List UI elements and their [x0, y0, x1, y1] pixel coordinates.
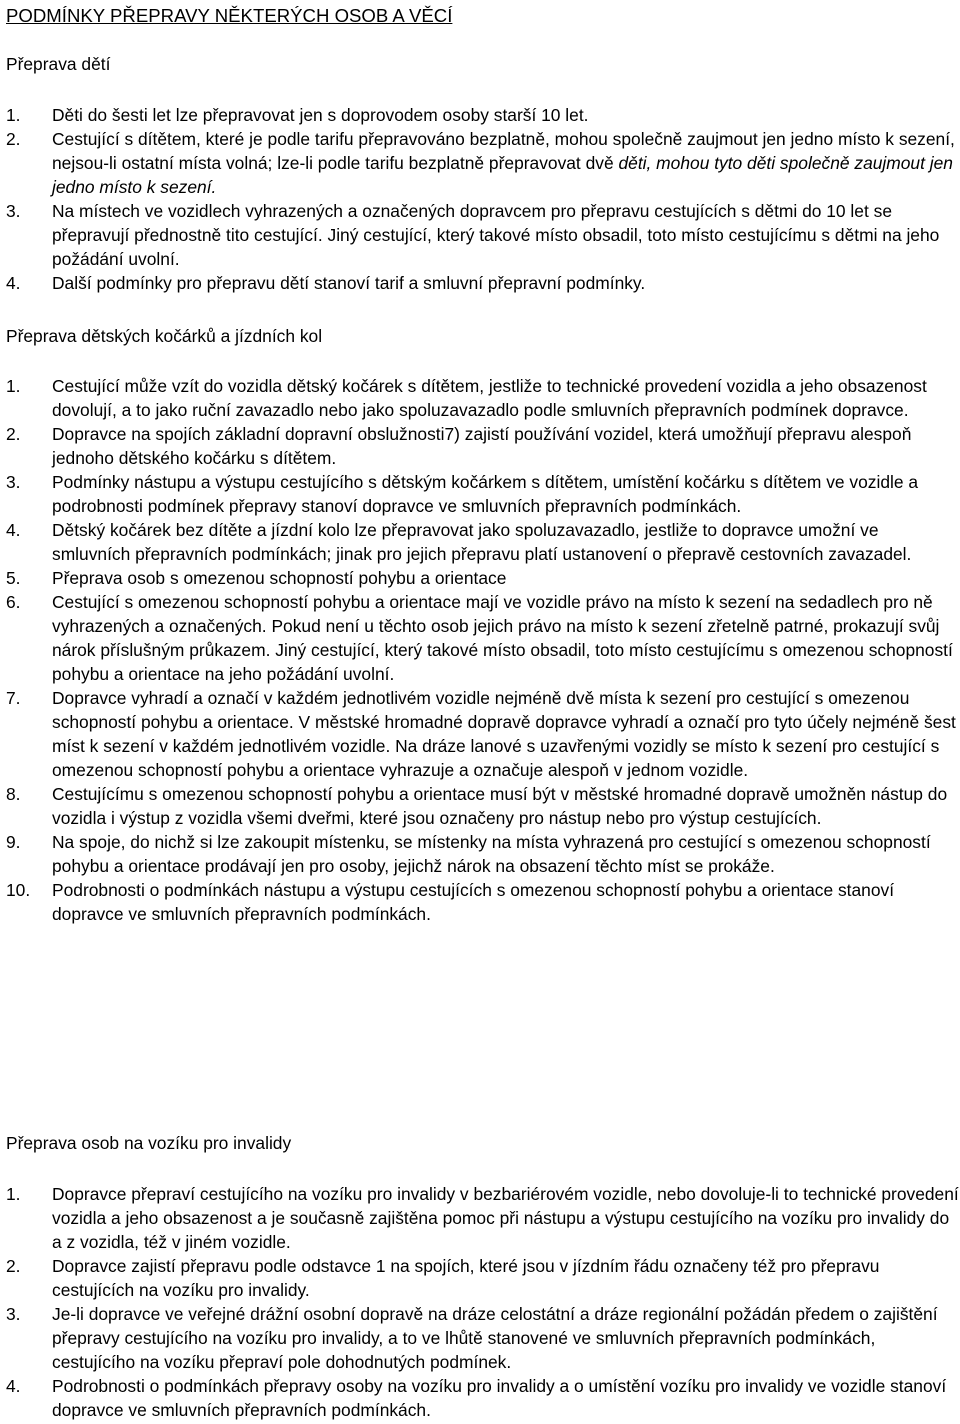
item-number: 3. [6, 472, 21, 492]
item-number: 5. [6, 568, 21, 588]
item-text: Cestující s omezenou schopností pohybu a orientace mají ve vozidle právo na místo k sezení na sedadlech pro ně vyhrazených a označených. Pokud není u těchto osob jejich právo na místo k sezení zřetelně patrné, prokazují svůj nárok příslušným průkazem. Jiný cestující, který takové místo obsadil, toto místo cestujícímu s omezenou schopností pohybu a orientace na jeho požádání uvolní. [52, 592, 953, 684]
list-item [6, 422, 960, 470]
list-item [6, 1182, 960, 1254]
section-heading-wheelchair: Přeprava osob na vozíku pro invalidy [6, 1133, 292, 1153]
item-number: 4. [6, 273, 21, 293]
item-text: Je-li dopravce ve veřejné drážní osobní dopravě na dráze celostátní a dráze regionální požádán předem o zajištění přepravy cestujícího na vozíku pro invalidy, a to ve lhůtě stanovené ve smluvních přepravních podmínkách, cestujícího na vozíku přepraví pole dohodnutých podmínek. [52, 1304, 938, 1372]
list-item [6, 830, 960, 878]
item-text: Podrobnosti o podmínkách nástupu a výstupu cestujících s omezenou schopností pohybu a orientace stanoví dopravce ve smluvních přepravních podmínkách. [52, 880, 895, 924]
item-number: 3. [6, 1304, 21, 1324]
section-heading-children: Přeprava dětí [6, 54, 111, 74]
list-item [6, 199, 960, 271]
list-item [6, 1302, 960, 1374]
list-item [6, 103, 960, 127]
item-number: 4. [6, 1376, 21, 1396]
item-text: Na spoje, do nichž si lze zakoupit místenku, se místenky na místa vyhrazená pro cestující s omezenou schopností pohybu a orientace prodávají jen pro osoby, jejichž nárok na obsazení těchto míst se prokáže. [52, 832, 931, 876]
list-item [6, 590, 960, 686]
list-item [6, 518, 960, 566]
item-number: 6. [6, 592, 21, 612]
item-text: Dopravce přepraví cestujícího na vozíku pro invalidy v bezbariérovém vozidle, nebo dovoluje-li to technické provedení vozidla a jeho obsazenost a je současně zajištěna pomoc při nástupu a výstupu cestujícího na vozíku pro invalidy do a z vozidla, též v jiném vozidle. [52, 1184, 959, 1252]
list-item [6, 686, 960, 782]
item-number: 2. [6, 424, 21, 444]
item-number: 8. [6, 784, 21, 804]
item-text: Cestující může vzít do vozidla dětský kočárek s dítětem, jestliže to technické provedení vozidla a jeho obsazenost dovolují, a to jako ruční zavazadlo nebo jako spoluzavazadlo podle smluvních přepravních podmínek dopravce. [52, 376, 927, 420]
list-item [6, 1374, 960, 1422]
list-item [6, 374, 960, 422]
item-number: 2. [6, 129, 21, 149]
item-number: 10. [6, 880, 31, 900]
item-text: Dopravce na spojích základní dopravní obslužnosti7) zajistí používání vozidel, která umožňují přepravu alespoň jednoho dětského kočárku s dítětem. [52, 424, 912, 468]
item-text: Dětský kočárek bez dítěte a jízdní kolo lze přepravovat jako spoluzavazadlo, jestliže to dopravce umožní ve smluvních přepravních podmínkách; jinak pro jejich přepravu platí ustanovení o přepravě cestovních zavazadel. [52, 520, 912, 564]
item-text: Podrobnosti o podmínkách přepravy osoby na vozíku pro invalidy a o umístění vozíku pro invalidy ve vozidle stanoví dopravce ve smluvních přepravních podmínkách. [52, 1376, 947, 1420]
list-item [6, 127, 960, 199]
list-item [6, 470, 960, 518]
item-number: 1. [6, 376, 21, 396]
item-number: 7. [6, 688, 21, 708]
section-heading-strollers-bikes: Přeprava dětských kočárků a jízdních kol [6, 326, 323, 346]
item-text: Dopravce vyhradí a označí v každém jednotlivém vozidle nejméně dvě místa k sezení pro cestující s omezenou schopností pohybu a orientace. V městské hromadné dopravě dopravce vyhradí a označí pro tyto účely nejméně šest míst k sezení v každém jednotlivém vozidle. Na dráze lanové s uzavřenými vozidly se místo k sezení pro cestující s omezenou schopností pohybu a orientace vyhrazuje a označuje alespoň v jednom vozidle. [52, 688, 956, 780]
item-text: Přeprava osob s omezenou schopností pohybu a orientace [52, 568, 507, 588]
item-number: 1. [6, 1184, 21, 1204]
item-text-part-italic: děti, mohou tyto děti společně zaujmout jen jedno místo k sezení. [52, 153, 953, 197]
item-number: 3. [6, 201, 21, 221]
list-item [6, 878, 960, 926]
item-number: 2. [6, 1256, 21, 1276]
children-list [6, 103, 960, 295]
list-item [6, 1254, 960, 1302]
wheelchair-list [6, 1182, 960, 1422]
list-item [6, 271, 960, 295]
list-item [6, 782, 960, 830]
item-text: Podmínky nástupu a výstupu cestujícího s dětským kočárkem s dítětem, umístění kočárku s dítětem ve vozidle a podrobnosti podmínek přepravy stanoví dopravce ve smluvních přepravních podmínkách. [52, 472, 919, 516]
item-text [52, 127, 960, 199]
item-number: 1. [6, 105, 21, 125]
item-text: Děti do šesti let lze přepravovat jen s doprovodem osoby starší 10 let. [52, 105, 589, 125]
list-item [6, 566, 960, 590]
item-number: 9. [6, 832, 21, 852]
document-title: PODMÍNKY PŘEPRAVY NĚKTERÝCH OSOB A VĚCÍ [6, 5, 453, 26]
item-text-part: Cestující s dítětem, které je podle tarifu přepravováno bezplatně, mohou společně zaujmout jen jedno místo k sezení, nejsou-li ostatní místa volná; lze-li podle tarifu bezplatně přepravovat dvě [52, 129, 955, 173]
item-text: Na místech ve vozidlech vyhrazených a označených dopravcem pro přepravu cestujících s dětmi do 10 let se přepravují přednostně tito cestující. Jiný cestující, který takové místo obsadil, toto místo cestujícímu s dětmi na jeho požádání uvolní. [52, 201, 940, 269]
item-text: Další podmínky pro přepravu dětí stanoví tarif a smluvní přepravní podmínky. [52, 273, 646, 293]
item-number: 4. [6, 520, 21, 540]
strollers-bikes-list [6, 374, 960, 926]
item-text: Dopravce zajistí přepravu podle odstavce 1 na spojích, které jsou v jízdním řádu označeny též pro přepravu cestujících na vozíku pro invalidy. [52, 1256, 880, 1300]
item-text: Cestujícímu s omezenou schopností pohybu a orientace musí být v městské hromadné dopravě umožněn nástup do vozidla i výstup z vozidla všemi dveřmi, které jsou označeny pro nástup nebo pro výstup cestujících. [52, 784, 948, 828]
